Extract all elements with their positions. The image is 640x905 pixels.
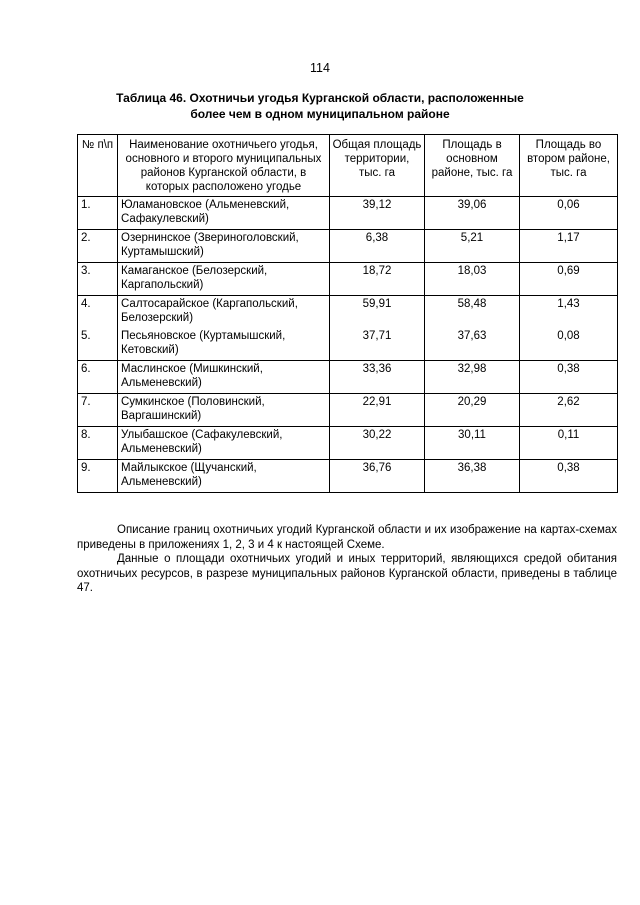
cell-total-area: 33,36 [330, 361, 425, 394]
cell-second-area: 1,17 [520, 230, 618, 263]
cell-name: Салтосарайское (Каргапольский, Белозерский) [118, 296, 330, 329]
cell-main-area: 58,48 [425, 296, 520, 329]
cell-main-area: 30,11 [425, 427, 520, 460]
paragraph-maps: Описание границ охотничьих угодий Курганской области и их изображение на картах-схемах приведены в приложениях 1, 2, 3 и 4 к настоящей Схеме. [77, 524, 617, 551]
table-row [78, 361, 618, 394]
cell-main-area: 32,98 [425, 361, 520, 394]
hunting-grounds-table [77, 134, 618, 493]
cell-second-area: 1,43 [520, 296, 618, 329]
table-row [78, 427, 618, 460]
header-total-area: Общая площадь территории, тыс. га [330, 135, 425, 197]
cell-second-area: 0,69 [520, 263, 618, 296]
cell-second-area: 2,62 [520, 394, 618, 427]
header-name: Наименование охотничьего угодья, основного и второго муниципальных районов Курганской области, в которых расположено угодье [118, 135, 330, 197]
cell-index: 8. [78, 427, 118, 460]
cell-name: Улыбашское (Сафакулевский, Альменевский) [118, 427, 330, 460]
header-main-area: Площадь в основном районе, тыс. га [425, 135, 520, 197]
cell-second-area: 0,08 [520, 328, 618, 361]
cell-name: Майлыкское (Щучанский, Альменевский) [118, 460, 330, 493]
cell-main-area: 36,38 [425, 460, 520, 493]
cell-main-area: 20,29 [425, 394, 520, 427]
cell-name: Камаганское (Белозерский, Каргапольский) [118, 263, 330, 296]
cell-index: 1. [78, 197, 118, 230]
cell-name: Юламановское (Альменевский, Сафакулевский) [118, 197, 330, 230]
table-row [78, 328, 618, 361]
cell-total-area: 30,22 [330, 427, 425, 460]
description-text [77, 523, 617, 596]
cell-total-area: 39,12 [330, 197, 425, 230]
cell-second-area: 0,06 [520, 197, 618, 230]
cell-name: Озернинское (Звериноголовский, Куртамышский) [118, 230, 330, 263]
table-row [78, 296, 618, 329]
cell-second-area: 0,11 [520, 427, 618, 460]
paragraph-area-data: Данные о площади охотничьих угодий и иных территорий, являющихся средой обитания охотничьих ресурсов, в разрезе муниципальных районов Курганской области, приведены в таблице 47. [77, 553, 617, 594]
cell-second-area: 0,38 [520, 361, 618, 394]
table-caption [95, 91, 545, 122]
table-row [78, 394, 618, 427]
cell-index: 6. [78, 361, 118, 394]
table-caption-line-1: Таблица 46. Охотничьи угодья Курганской области, расположенные [116, 91, 524, 105]
cell-main-area: 39,06 [425, 197, 520, 230]
cell-index: 9. [78, 460, 118, 493]
cell-second-area: 0,38 [520, 460, 618, 493]
header-index: № п\п [78, 135, 118, 197]
cell-name: Песьяновское (Куртамышский, Кетовский) [118, 328, 330, 361]
table-row [78, 263, 618, 296]
table-caption-line-2: более чем в одном муниципальном районе [190, 106, 450, 121]
cell-index: 3. [78, 263, 118, 296]
cell-name: Сумкинское (Половинский, Варгашинский) [118, 394, 330, 427]
table-header-row [78, 135, 618, 197]
table-row [78, 230, 618, 263]
cell-name: Маслинское (Мишкинский, Альменевский) [118, 361, 330, 394]
cell-index: 5. [78, 328, 118, 361]
cell-index: 7. [78, 394, 118, 427]
cell-main-area: 5,21 [425, 230, 520, 263]
cell-index: 4. [78, 296, 118, 329]
page-number: 114 [310, 61, 330, 75]
cell-total-area: 18,72 [330, 263, 425, 296]
cell-index: 2. [78, 230, 118, 263]
table-row [78, 460, 618, 493]
cell-total-area: 22,91 [330, 394, 425, 427]
table-row [78, 197, 618, 230]
cell-total-area: 59,91 [330, 296, 425, 329]
cell-total-area: 37,71 [330, 328, 425, 361]
cell-main-area: 18,03 [425, 263, 520, 296]
cell-total-area: 36,76 [330, 460, 425, 493]
cell-total-area: 6,38 [330, 230, 425, 263]
header-second-area: Площадь во втором районе, тыс. га [520, 135, 618, 197]
cell-main-area: 37,63 [425, 328, 520, 361]
